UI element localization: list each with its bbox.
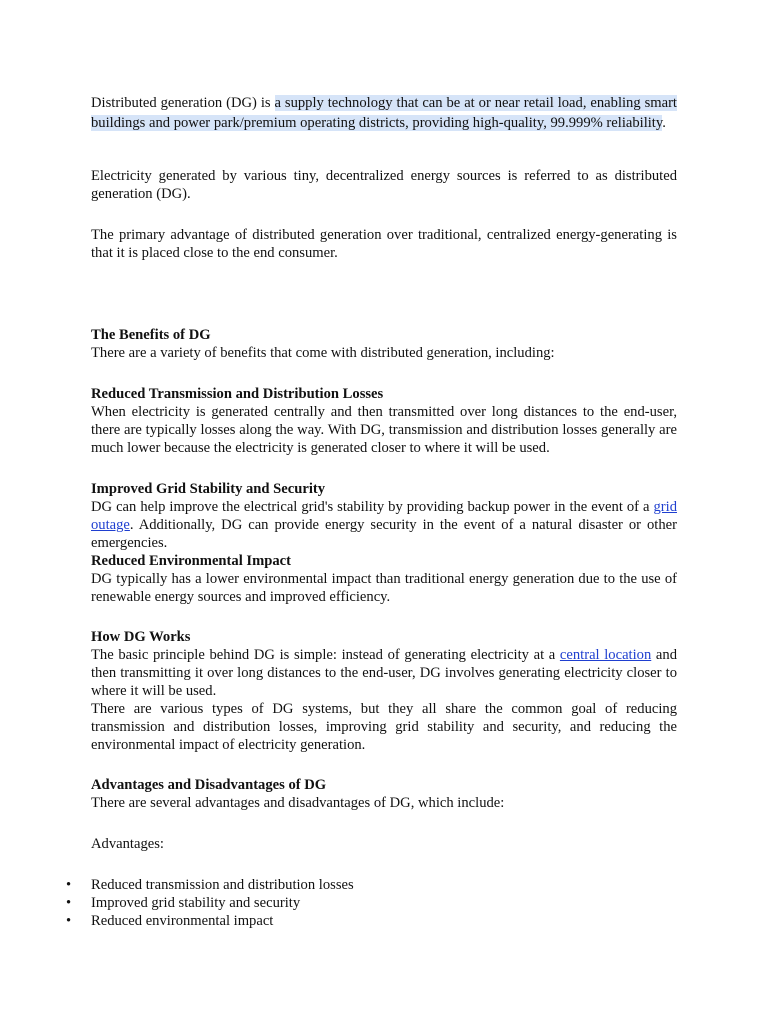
benefits-section (91, 326, 677, 362)
stability-section (91, 480, 677, 606)
bullet-icon: • (66, 895, 72, 911)
intro-paragraph-3: The primary advantage of distributed generation over traditional, centralized energy-generating is that it is placed close to the end consumer. (91, 227, 677, 261)
bullet-icon: • (66, 877, 72, 893)
how-text-before: The basic principle behind DG is simple: instead of generating electricity at a (91, 647, 560, 663)
how-text-after: and then transmitting it over long distances to the end-user, DG involves generating electricity closer to where it will be used. (91, 647, 677, 699)
stability-text (91, 498, 677, 552)
list-item-text: Reduced environmental impact (91, 913, 274, 929)
environment-heading: Reduced Environmental Impact (91, 553, 291, 569)
losses-text: When electricity is generated centrally and then transmitted over long distances to the end-user, there are typically losses along the way. With DG, transmission and distribution losses generally are much lower because the electricity is generated closer to where it will be used. (91, 404, 677, 456)
advdis-section (91, 776, 677, 812)
list-item-text: Reduced transmission and distribution losses (91, 877, 354, 893)
advantages-list (66, 876, 677, 930)
bullet-icon: • (66, 913, 72, 929)
losses-section (91, 385, 677, 457)
list-item (66, 876, 677, 894)
list-item (66, 894, 677, 912)
advdis-heading: Advantages and Disadvantages of DG (91, 777, 327, 793)
how-section (91, 628, 677, 754)
advantages-label: Advantages: (91, 836, 164, 852)
intro-paragraph-1 (91, 93, 677, 133)
stability-heading: Improved Grid Stability and Security (91, 481, 326, 497)
central-location-link[interactable]: central location (559, 647, 652, 663)
environment-text: DG typically has a lower environmental impact than traditional energy generation due to the use of renewable energy sources and improved efficiency. (91, 571, 677, 605)
how-text-2: There are various types of DG systems, but they all share the common goal of reducing transmission and distribution losses, improving grid stability and security, and reducing the environmental impact of electricity generation. (91, 701, 677, 753)
intro-p1-plain: Distributed generation (DG) is (91, 95, 275, 111)
stability-text-before: DG can help improve the electrical grid's stability by providing backup power in the event of a (91, 499, 654, 515)
intro-paragraph-2: Electricity generated by various tiny, decentralized energy sources is referred to as distributed generation (DG). (91, 168, 677, 202)
intro-p1-highlight[interactable]: a supply technology that can be at or near retail load, enabling smart buildings and power park/premium operating districts, providing high-quality, 99.999% reliability (91, 95, 677, 131)
list-item (66, 912, 677, 930)
how-text (91, 646, 677, 700)
advdis-text: There are several advantages and disadvantages of DG, which include: (91, 795, 505, 811)
losses-heading: Reduced Transmission and Distribution Losses (91, 386, 384, 402)
grid-outage-link[interactable]: grid outage (91, 499, 677, 533)
how-heading: How DG Works (91, 629, 191, 645)
intro-p1-end: . (662, 115, 666, 131)
list-item-text: Improved grid stability and security (91, 895, 301, 911)
benefits-heading: The Benefits of DG (91, 327, 211, 343)
benefits-text: There are a variety of benefits that come with distributed generation, including: (91, 345, 555, 361)
stability-text-after: . Additionally, DG can provide energy security in the event of a natural disaster or other emergencies. (91, 517, 677, 551)
